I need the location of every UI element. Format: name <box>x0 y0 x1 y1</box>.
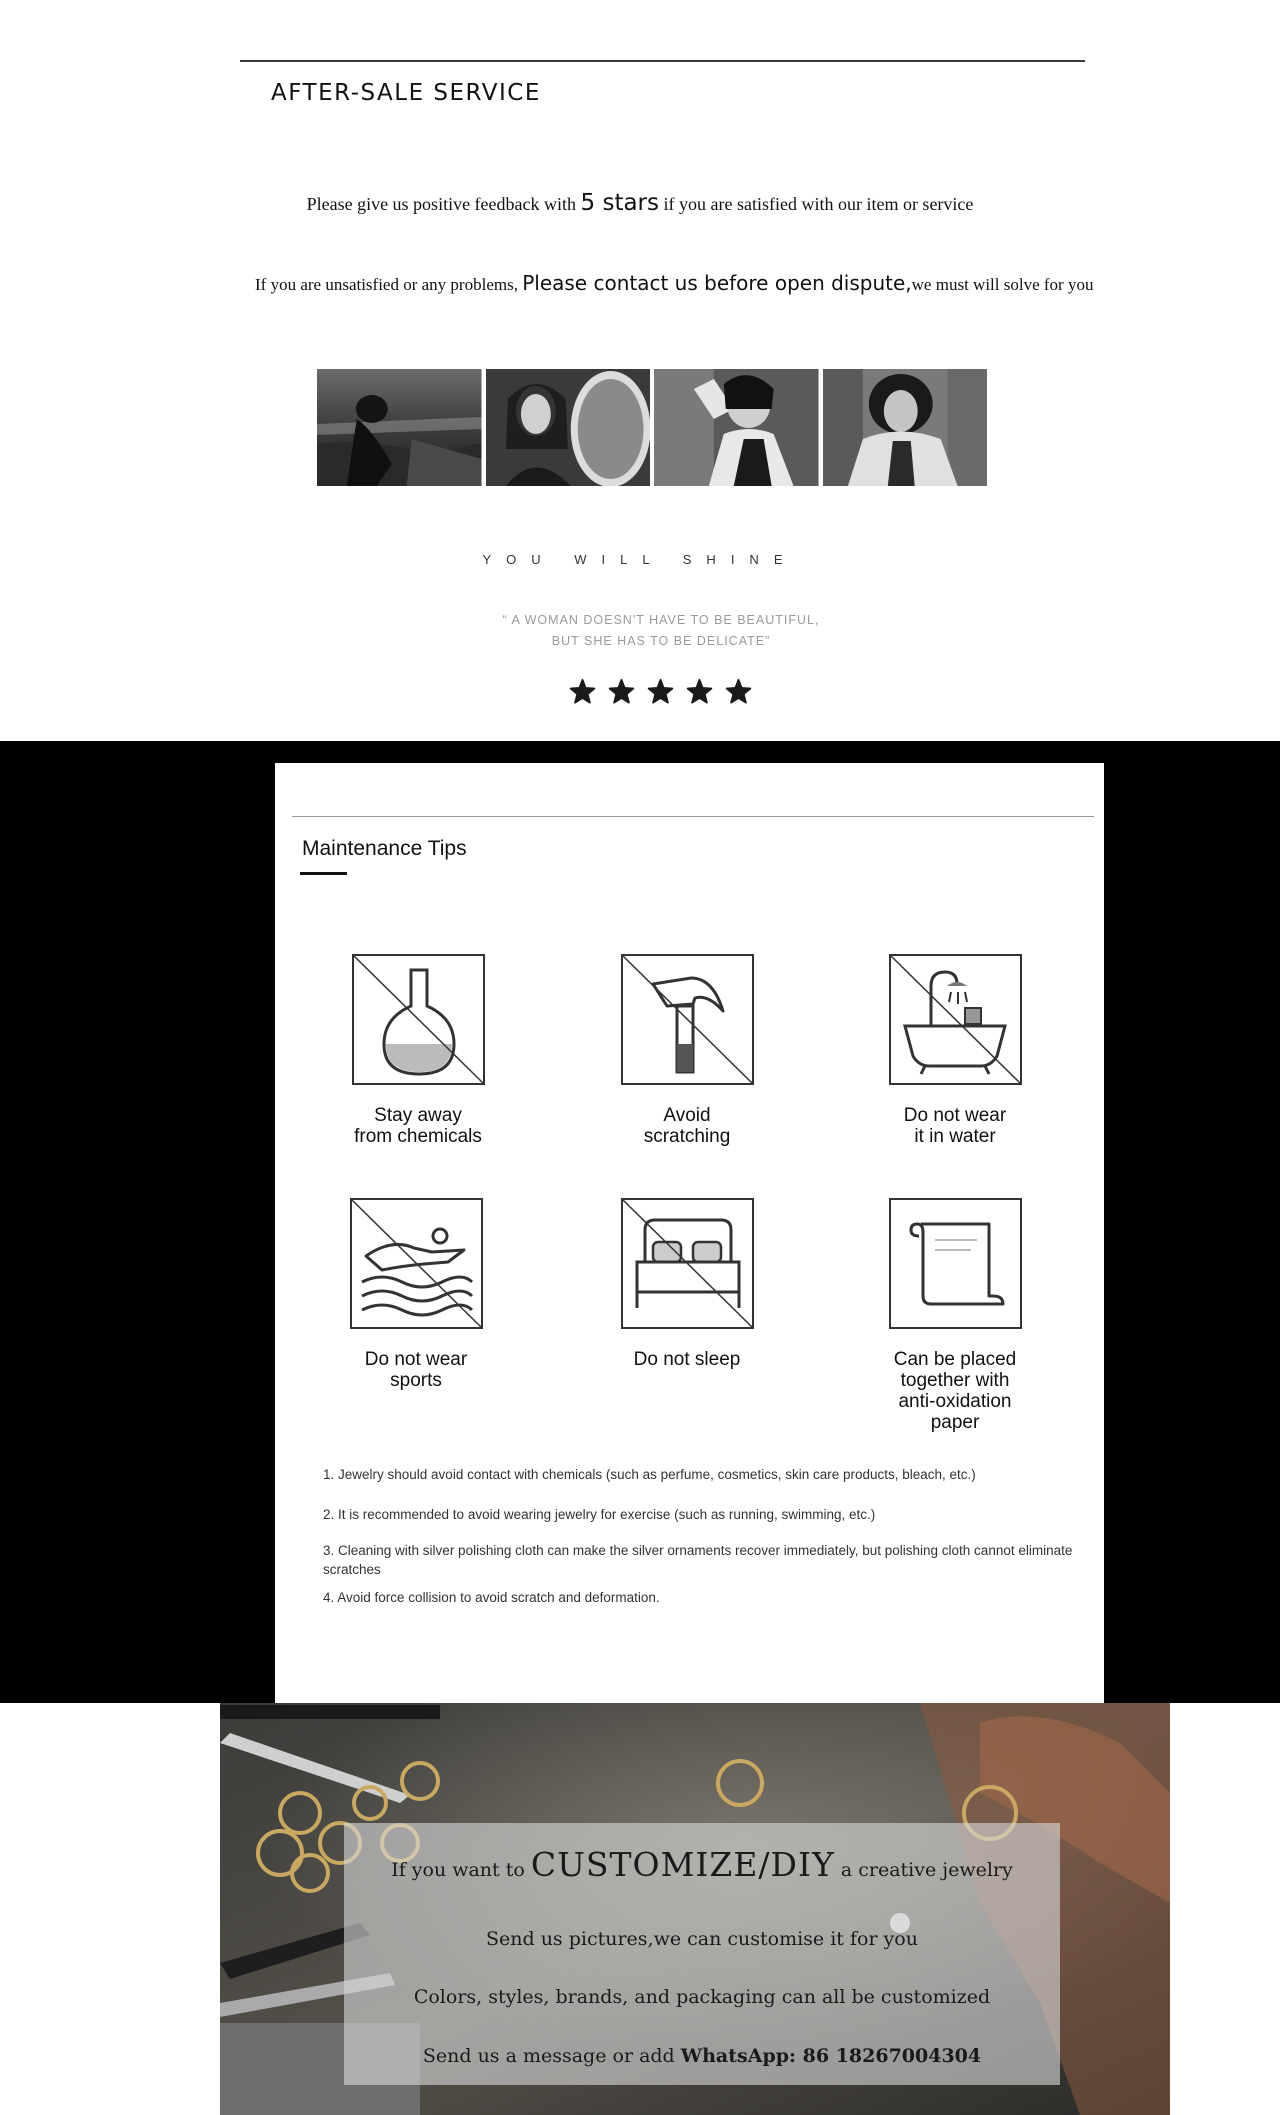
tip-label: Do not wear sports <box>364 1349 468 1391</box>
customize-diy-emphasis: CUSTOMIZE/DIY <box>530 1845 835 1884</box>
contact-text-before: Send us a message or add <box>422 2045 675 2067</box>
after-sale-section <box>0 0 1280 741</box>
section-divider <box>240 60 1085 62</box>
tip-do-not-wear-sports <box>286 1198 546 1391</box>
model-photo <box>823 369 988 486</box>
contact-request-text <box>255 271 1093 295</box>
slogan-text: YOU WILL SHINE <box>482 552 798 567</box>
contact-text-before: If you are unsatisfied or any problems, <box>255 275 518 294</box>
tip-label: Avoid scratching <box>643 1105 731 1147</box>
tip-do-not-wear-in-water <box>825 954 1085 1147</box>
tip-label: Do not sleep <box>633 1349 741 1370</box>
customize-banner <box>220 1703 1170 2115</box>
tip-label: Do not wear it in water <box>903 1105 1007 1147</box>
star-icon <box>685 678 714 707</box>
contact-text-after: we must will solve for you <box>911 275 1094 294</box>
maintenance-section <box>0 741 1280 1703</box>
star-icon <box>568 678 597 707</box>
customize-text-before: If you want to <box>391 1859 525 1881</box>
contact-us-emphasis: Please contact us before open dispute, <box>522 271 912 295</box>
quote-line: BUT SHE HAS TO BE DELICATE” <box>551 634 771 648</box>
bathtub-icon <box>889 954 1022 1085</box>
feedback-text-after: if you are satisfied with our item or service <box>663 194 974 214</box>
model-photo <box>654 369 819 486</box>
maintenance-title: Maintenance Tips <box>302 837 467 860</box>
tip-label: Can be placed together with anti-oxidation paper <box>893 1349 1017 1433</box>
hammer-icon <box>621 954 754 1085</box>
tip-stay-away-from-chemicals <box>288 954 548 1147</box>
swimmer-icon <box>350 1198 483 1329</box>
tip-avoid-scratching <box>557 954 817 1147</box>
feedback-request-text <box>0 190 1280 216</box>
tip-do-not-sleep <box>557 1198 817 1370</box>
customize-contact-text <box>344 2045 1060 2067</box>
star-icon <box>607 678 636 707</box>
customize-text-panel <box>344 1823 1060 2085</box>
tip-label: Stay away from chemicals <box>354 1105 482 1147</box>
model-photo <box>317 369 482 486</box>
flask-chemicals-icon <box>352 954 485 1085</box>
customize-text-after: a creative jewelry <box>840 1859 1013 1881</box>
maintenance-note: 2. It is recommended to avoid wearing jewelry for exercise (such as running, swimming, etc.) <box>323 1507 876 1522</box>
customize-section <box>0 1703 1280 2115</box>
star-icon <box>724 678 753 707</box>
star-icon <box>646 678 675 707</box>
bed-icon <box>621 1198 754 1329</box>
title-underline <box>300 872 347 875</box>
tip-anti-oxidation-paper <box>825 1198 1085 1433</box>
five-star-rating <box>568 678 753 707</box>
whatsapp-number[interactable]: WhatsApp: 86 18267004304 <box>680 2045 982 2067</box>
paper-scroll-icon <box>889 1198 1022 1329</box>
customize-headline <box>344 1845 1060 1884</box>
model-photo-strip <box>317 369 987 486</box>
feedback-text-before: Please give us positive feedback with <box>306 194 577 214</box>
customize-options-text: Colors, styles, brands, and packaging can all be customized <box>413 1986 991 2008</box>
section-divider <box>292 816 1094 817</box>
five-stars-emphasis: 5 stars <box>580 190 659 216</box>
maintenance-note: 1. Jewelry should avoid contact with chemicals (such as perfume, cosmetics, skin care products, bleach, etc.) <box>323 1467 976 1482</box>
model-photo <box>486 369 651 486</box>
maintenance-card <box>275 763 1104 1703</box>
after-sale-title: AFTER-SALE SERVICE <box>271 80 541 106</box>
quote-line: “ A WOMAN DOESN'T HAVE TO BE BEAUTIFUL, <box>502 613 820 627</box>
maintenance-note: 4. Avoid force collision to avoid scratch and deformation. <box>323 1590 660 1605</box>
customize-pictures-text: Send us pictures,we can customise it for you <box>486 1928 918 1950</box>
maintenance-note: 3. Cleaning with silver polishing cloth can make the silver ornaments recover immediately, but polishing cloth cannot eliminate scratches <box>323 1543 1073 1577</box>
